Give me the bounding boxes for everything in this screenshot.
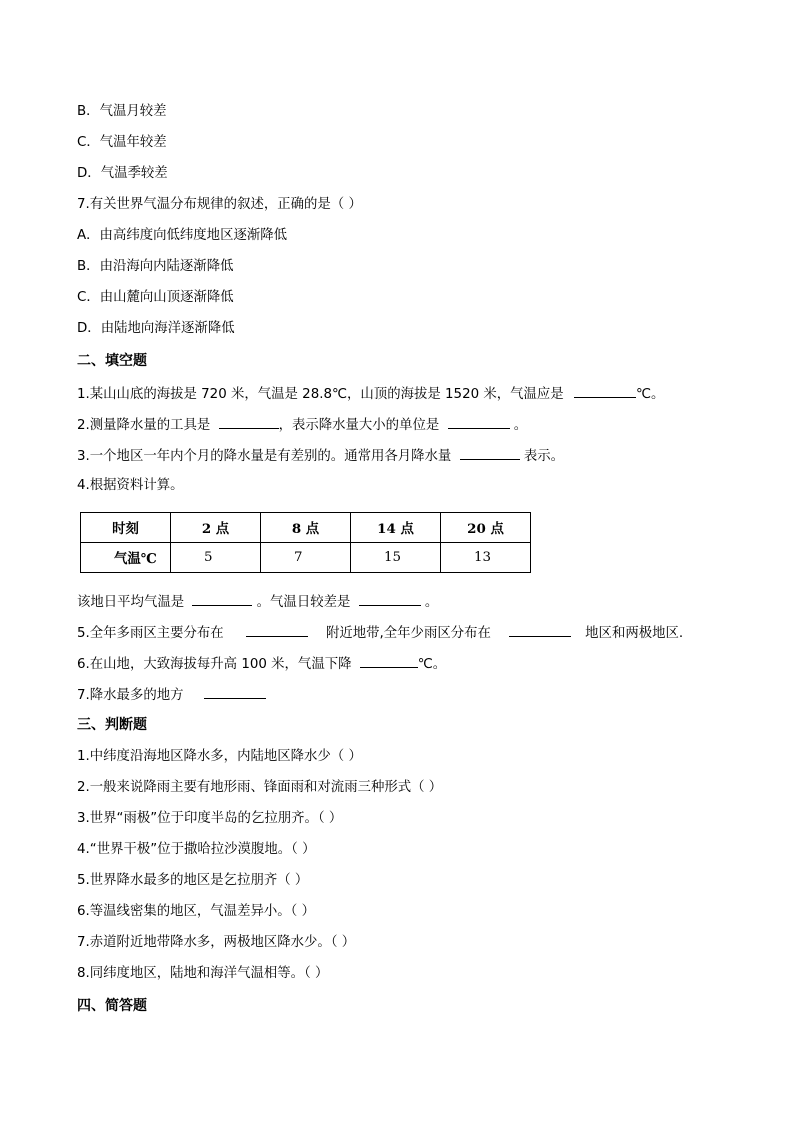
fill-q6-text: 6.在山地，大致海拔每升高 100 米，气温下降: [77, 657, 352, 672]
fill-q5-part3: 地区和两极地区.: [585, 626, 684, 641]
option-b: B．气温月较差: [77, 104, 167, 119]
fill-q6: [77, 654, 446, 674]
fill-q3-text: 3.一个地区一年内个月的降水量是有差别的。通常用各月降水量: [77, 449, 452, 464]
table-cell: 5: [171, 543, 261, 573]
fill-q2-part2: ，表示降水量大小的单位是: [278, 418, 440, 433]
fill-q6-blank[interactable]: [360, 654, 418, 668]
section-4-title: 四、简答题: [77, 998, 147, 1014]
question-7-option-a: A．由高纬度向低纬度地区逐渐降低: [77, 228, 288, 243]
fill-q1-unit: ℃。: [635, 387, 665, 402]
fill-q2-blank-1[interactable]: [219, 415, 279, 429]
fill-q1-blank[interactable]: [574, 384, 636, 398]
fill-q1: [77, 384, 664, 404]
table-row: [81, 543, 531, 573]
fill-q6-unit: ℃。: [417, 657, 447, 672]
option-c: C．气温年较差: [77, 135, 167, 150]
section-2-title: 二、填空题: [77, 353, 147, 369]
fill-q3-tail: 表示。: [523, 449, 565, 464]
fill-q5-part1: 5.全年多雨区主要分布在: [77, 626, 224, 641]
judge-item-2: 2.一般来说降雨主要有地形雨、锋面雨和对流雨三种形式（ ）: [77, 780, 443, 795]
fill-q4-part2: 。气温日较差是: [256, 595, 351, 610]
fill-q3: [77, 446, 564, 466]
judge-item-3: 3.世界“雨极”位于印度半岛的乞拉朋齐。（ ）: [77, 811, 343, 826]
fill-q2-part1: 2.测量降水量的工具是: [77, 418, 211, 433]
judge-item-8: 8.同纬度地区，陆地和海洋气温相等。（ ）: [77, 966, 329, 981]
table-cell: 7: [261, 543, 351, 573]
table-header-cell: 8 点: [261, 513, 351, 543]
judge-item-5: 5.世界降水最多的地区是乞拉朋齐（ ）: [77, 873, 309, 888]
question-7-option-d: D．由陆地向海洋逐渐降低: [77, 321, 235, 336]
judge-item-4: 4.“世界干极”位于撒哈拉沙漠腹地。（ ）: [77, 842, 316, 857]
fill-q4-blank-2[interactable]: [359, 592, 421, 606]
question-7-option-b: B．由沿海向内陆逐渐降低: [77, 259, 234, 274]
table-cell: 15: [351, 543, 441, 573]
table-header-cell: 时刻: [81, 513, 171, 543]
fill-q2: [77, 415, 527, 435]
fill-q4: 4.根据资料计算。: [77, 478, 184, 493]
fill-q5-blank-1[interactable]: [246, 623, 308, 637]
table-header-cell: 2 点: [171, 513, 261, 543]
table-header-cell: 14 点: [351, 513, 441, 543]
question-7-stem: 7.有关世界气温分布规律的叙述，正确的是（ ）: [77, 197, 362, 212]
question-7-option-c: C．由山麓向山顶逐渐降低: [77, 290, 234, 305]
fill-q7: [77, 685, 266, 705]
fill-q4-part3: 。: [424, 595, 439, 610]
fill-q1-text: 1.某山山底的海拔是 720 米，气温是 28.8℃，山顶的海拔是 1520 米，气温应是: [77, 387, 564, 402]
table-header-cell: 20 点: [441, 513, 531, 543]
temperature-table: [80, 512, 531, 573]
fill-q4-answer: [77, 592, 438, 612]
option-d: D．气温季较差: [77, 166, 168, 181]
fill-q7-text: 7.降水最多的地方: [77, 688, 184, 703]
fill-q5-part2: 附近地带,全年少雨区分布在: [325, 626, 491, 641]
fill-q2-blank-2[interactable]: [448, 415, 510, 429]
judge-item-7: 7.赤道附近地带降水多，两极地区降水少。（ ）: [77, 935, 356, 950]
judge-item-6: 6.等温线密集的地区，气温差异小。（ ）: [77, 904, 315, 919]
table-cell: 13: [441, 543, 531, 573]
fill-q5-blank-2[interactable]: [509, 623, 571, 637]
fill-q4-part1: 该地日平均气温是: [77, 595, 185, 610]
fill-q2-part3: 。: [513, 418, 528, 433]
fill-q4-blank-1[interactable]: [192, 592, 252, 606]
fill-q7-blank[interactable]: [204, 685, 266, 699]
fill-q5: [77, 623, 683, 643]
fill-q3-blank[interactable]: [460, 446, 520, 460]
table-header-row: [81, 513, 531, 543]
table-row-label: 气温℃: [81, 543, 171, 573]
judge-item-1: 1.中纬度沿海地区降水多，内陆地区降水少（ ）: [77, 749, 362, 764]
section-3-title: 三、判断题: [77, 717, 147, 733]
